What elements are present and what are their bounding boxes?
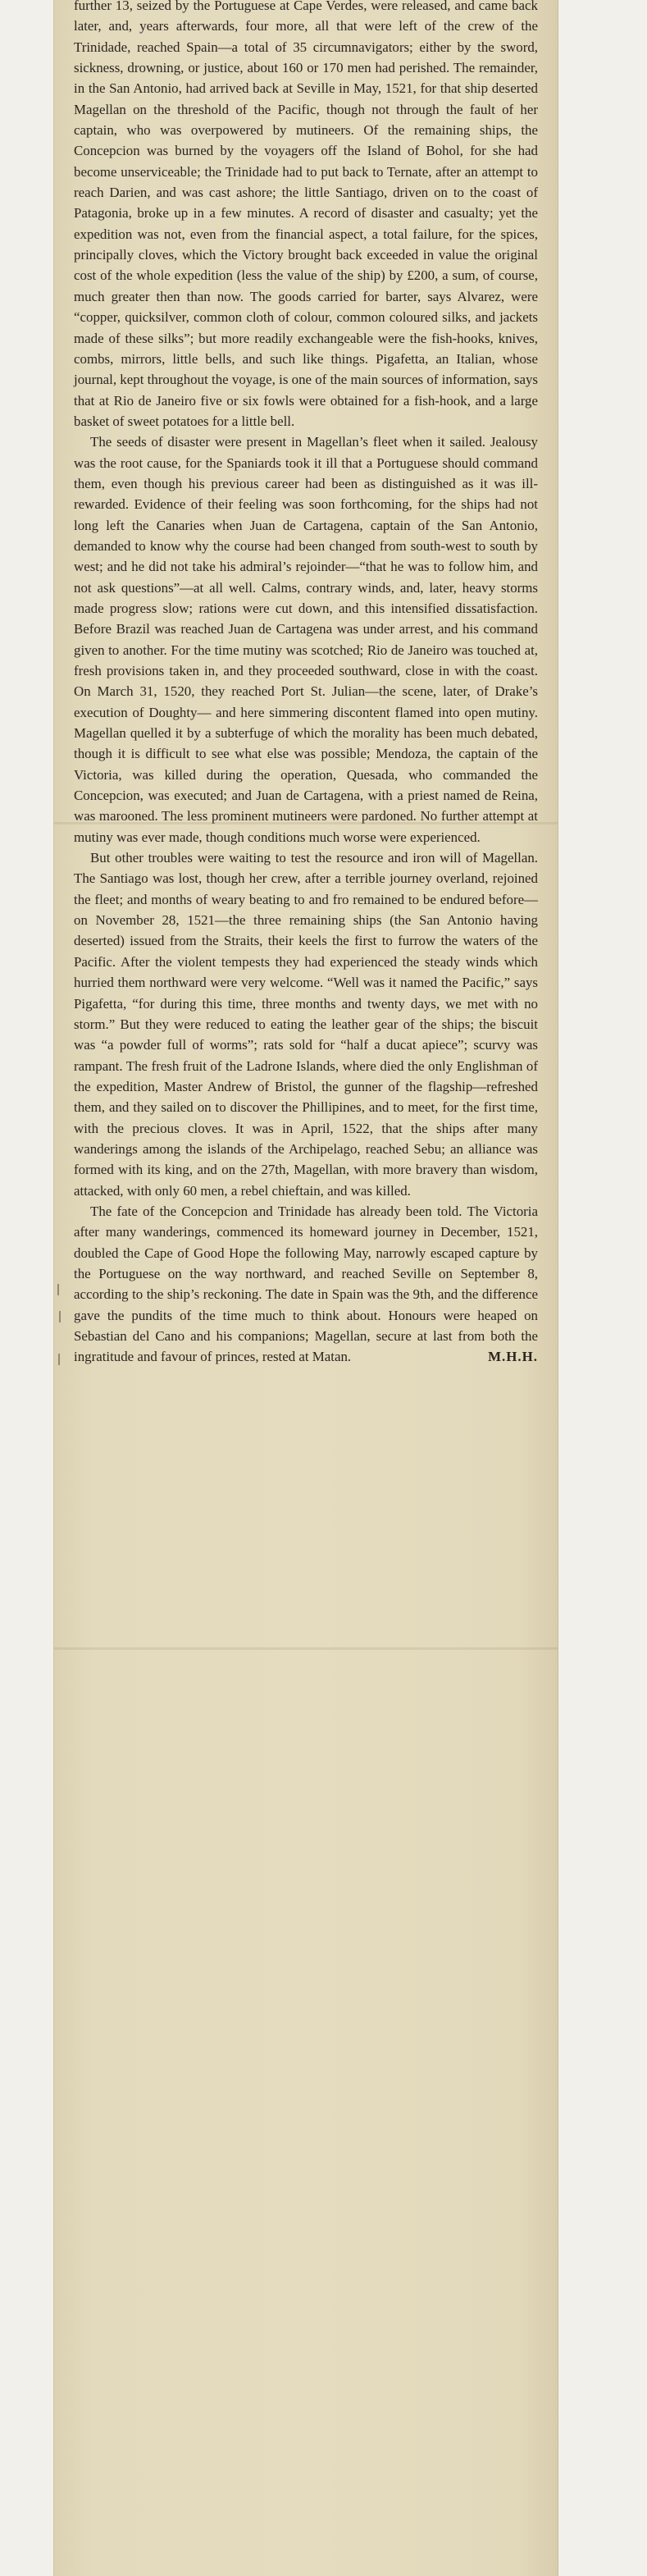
newspaper-clipping [54, 0, 558, 2576]
margin-mark [57, 1284, 59, 1295]
paper-fold [54, 1647, 558, 1650]
margin-mark [58, 1354, 60, 1365]
article-paragraph-final [74, 1201, 538, 1368]
margin-mark [59, 1311, 61, 1322]
article-paragraph: The seeds of disaster were present in Magellan’s fleet when it sailed. Jealousy was the root cause, for the Spaniards took it ill that a Portuguese should command them, even though his previous career had been as distinguished as it was ill-rewarded. Evidence of their feeling was soon forthcoming, for the ships had not long left the Canaries when Juan de Cartagena, captain of the San Antonio, demanded to know why the course had been changed from south-west to south by west; and he did not take his admiral’s rejoinder—“that he was to follow him, and not ask questions”—at all well. Calms, contrary winds, and, later, heavy storms made progress slow; rations were cut down, and this intensified dissatisfaction. Before Brazil was reached Juan de Cartagena was under arrest, and his command given to another. For the time mutiny was scotched; Rio de Janeiro was touched at, fresh provisions taken in, and they proceeded southward, close in with the coast. On March 31, 1520, they reached Port St. Julian—the scene, later, of Drake’s execution of Doughty— and here simmering discontent flamed into open mutiny. Magellan quelled it by a subterfuge of which the morality has been much debated, though it is difficult to see what else was possible; Mendoza, the captain of the Victoria, was killed during the operation, Quesada, who commanded the Concepcion, was executed; and Juan de Cartagena, with a priest named de Reina, was marooned. The less prominent mutineers were pardoned. No further attempt at mutiny was ever made, though conditions much worse were experienced. [74, 434, 538, 845]
article-paragraph-text: The fate of the Concepcion and Trinidade has already been told. The Victoria after many wanderings, commenced its homeward journey in December, 1521, doubled the Cape of Good Hope the following May, narrowly escaped capture by the Portuguese on the way northward, and reached Seville on September 8, according to the ship’s reckoning. The date in Spain was the 9th, and the difference gave the pundits of the time much to think about. Honours were heaped on Sebastian del Cano and his companions; Magellan, secure at last from both the ingratitude and favour of princes, rested at Matan. [74, 1203, 538, 1365]
author-signature: M.H.H. [488, 1349, 538, 1365]
article-paragraph: But other troubles were waiting to test the resource and iron will of Magellan. The Santiago was lost, though her crew, after a terrible journey overland, rejoined the fleet; and months of weary beating to and fro remained to be endured before—on November 28, 1521—the three remaining ships (the San Antonio having deserted) issued from the Straits, their keels the first to furrow the waters of the Pacific. After the violent tempests they had experienced the steady winds which hurried them northward were very welcome. “Well was it named the Pacific,” says Pigafetta, “for during this time, three months and twenty days, we met with no storm.” But they were reduced to eating the leather gear of the ships; the biscuit was “a powder full of worms”; rats sold for “half a ducat apiece”; scurvy was rampant. The fresh fruit of the Ladrone Islands, where died the only Englishman of the expedition, Master Andrew of Bristol, the gunner of the flagship—refreshed them, and they sailed on to discover the Phillipines, and to meet, for the first time, with the precious cloves. It was in April, 1522, that the ships after many wanderings among the islands of the Archipelago, reached Sebu; an alliance was formed with its king, and on the 27th, Magellan, with more bravery than wisdom, attacked, with only 60 men, a rebel chieftain, and was killed. [74, 850, 538, 1199]
article-paragraph: further 13, seized by the Portuguese at Cape Verdes, were released, and came back later, and, years afterwards, four more, all that were left of the crew of the Trinidade, reached Spain—a total of 35 circumnavigators; either by the sword, sickness, drowning, or justice, about 160 or 170 men had perished. The remainder, in the San Antonio, had arrived back at Seville in May, 1521, for that ship deserted Magellan on the threshold of the Pacific, though not through the fault of her captain, who was overpowered by mutineers. Of the remaining ships, the Concepcion was burned by the voyagers off the Island of Bohol, for she had become unserviceable; the Trinidade had to put back to Ternate, after an attempt to reach Darien, and was cast ashore; the little Santiago, driven on to the coast of Patagonia, broke up in a few minutes. A record of disaster and casualty; yet the expedition was not, even from the financial aspect, a total failure, for the spices, principally cloves, which the Victory brought back exceeded in value the original cost of the whole expedition (less the value of the ship) by £200, a sum, of course, much greater then than now. The goods carried for barter, says Alvarez, were “copper, quicksilver, common cloth of colour, common coloured silks, and jackets made of these silks”; but more readily exchangeable were the fish-hooks, knives, combs, mirrors, little bells, and such like things. Pigafetta, an Italian, whose journal, kept throughout the voyage, is one of the main sources of information, says that at Rio de Janeiro five or six fowls were obtained for a fish-hook, and a large basket of sweet potatoes for a little bell. [74, 0, 538, 429]
article-body [74, 0, 538, 1368]
